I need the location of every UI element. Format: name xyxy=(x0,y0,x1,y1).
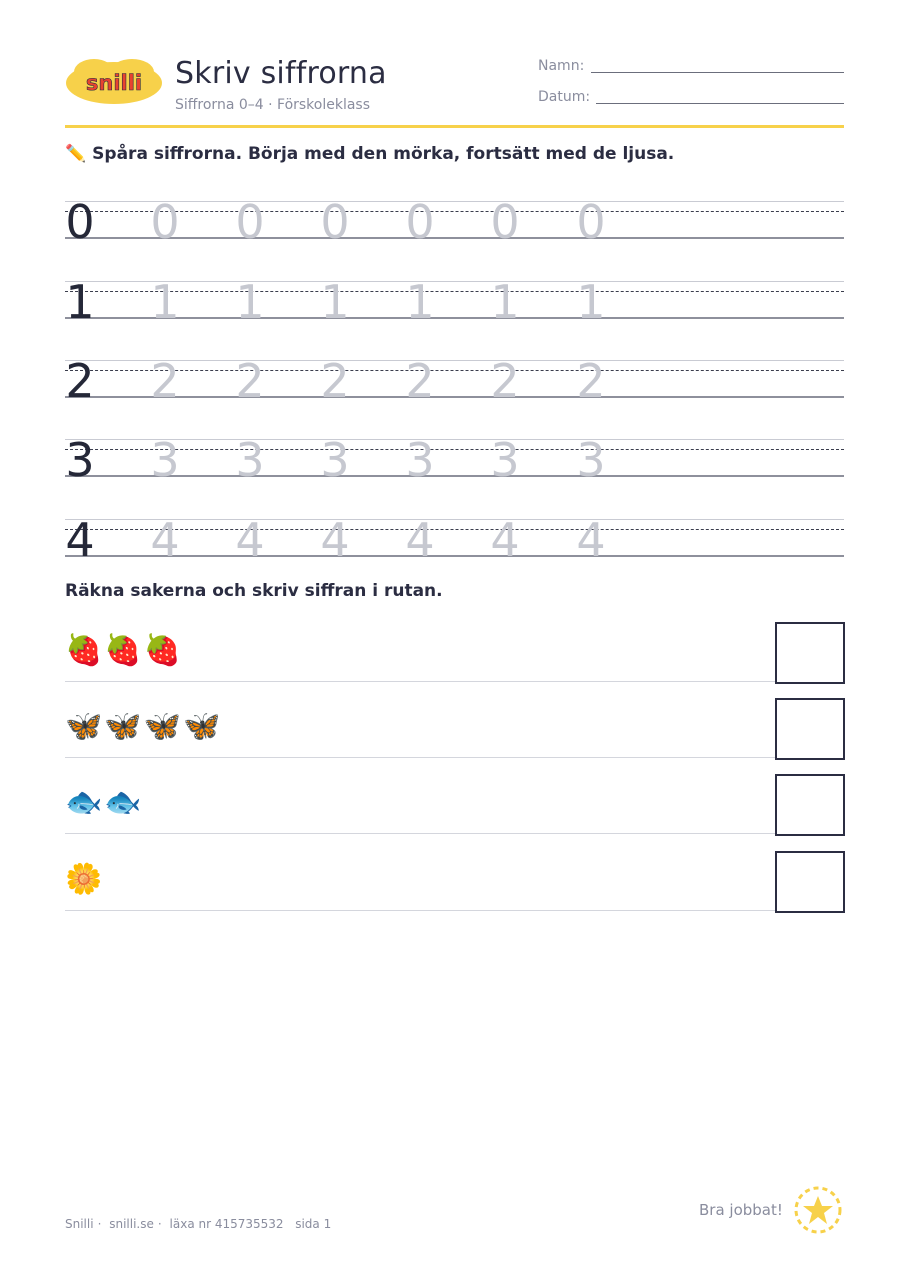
count-row xyxy=(65,698,845,758)
footer-sep: · xyxy=(157,1217,162,1231)
trace-digit: 4 xyxy=(235,513,265,567)
trace-digit: 2 xyxy=(405,354,435,408)
trace-digit: 4 xyxy=(320,513,350,567)
count-row xyxy=(65,851,845,911)
footer-brand: Snilli xyxy=(65,1217,94,1231)
name-label: Namn: xyxy=(538,58,585,74)
date-field[interactable] xyxy=(596,103,844,104)
svg-text:snilli: snilli xyxy=(85,71,143,95)
butterfly-icon: 🦋🦋🦋🦋 xyxy=(65,709,223,744)
praise-text: Bra jobbat! xyxy=(699,1201,783,1219)
trace-digit: 0 xyxy=(490,195,520,249)
page-subtitle: Siffrorna 0–4 · Förskoleklass xyxy=(175,97,371,113)
trace-row[interactable] xyxy=(65,354,844,420)
trace-digit: 3 xyxy=(405,433,435,487)
trace-row[interactable] xyxy=(65,275,844,341)
trace-digit: 2 xyxy=(490,354,520,408)
footer-page: sida 1 xyxy=(295,1217,332,1231)
answer-box[interactable] xyxy=(775,622,845,684)
trace-digit: 3 xyxy=(235,433,265,487)
strawberry-icon: 🍓🍓🍓 xyxy=(65,633,184,668)
row-divider xyxy=(65,910,775,911)
trace-digit: 0 xyxy=(405,195,435,249)
fish-icon: 🐟🐟 xyxy=(65,785,144,820)
pencil-icon: ✏️ xyxy=(65,144,87,164)
trace-digit: 4 xyxy=(150,513,180,567)
trace-digit: 4 xyxy=(405,513,435,567)
trace-digit: 1 xyxy=(405,275,435,329)
flower-icon: 🌼 xyxy=(65,862,105,897)
trace-digit: 0 xyxy=(576,195,606,249)
trace-digit: 3 xyxy=(576,433,606,487)
answer-box[interactable] xyxy=(775,851,845,913)
trace-digit: 3 xyxy=(490,433,520,487)
trace-digit: 2 xyxy=(235,354,265,408)
tracing-instruction xyxy=(65,144,674,164)
answer-box[interactable] xyxy=(775,698,845,760)
trace-digit: 2 xyxy=(150,354,180,408)
tracing-instruction-text: Spåra siffrorna. Börja med den mörka, fortsätt med de ljusa. xyxy=(92,144,675,164)
trace-digit: 4 xyxy=(576,513,606,567)
footer-sep: · xyxy=(97,1217,102,1231)
trace-digit: 2 xyxy=(320,354,350,408)
trace-digit: 2 xyxy=(576,354,606,408)
trace-digit: 0 xyxy=(150,195,180,249)
snilli-logo xyxy=(64,56,164,108)
footer-site: snilli.se xyxy=(109,1217,154,1231)
model-digit: 3 xyxy=(65,433,95,487)
count-row xyxy=(65,774,845,834)
trace-row[interactable] xyxy=(65,195,844,261)
footer xyxy=(65,1217,335,1231)
page-title: Skriv siffrorna xyxy=(175,56,387,91)
trace-digit: 1 xyxy=(490,275,520,329)
trace-digit: 1 xyxy=(320,275,350,329)
trace-digit: 4 xyxy=(490,513,520,567)
model-digit: 4 xyxy=(65,513,95,567)
row-divider xyxy=(65,757,775,758)
star-icon xyxy=(793,1185,843,1235)
trace-digit: 3 xyxy=(320,433,350,487)
trace-digit: 1 xyxy=(576,275,606,329)
count-row xyxy=(65,622,845,682)
trace-digit: 1 xyxy=(150,275,180,329)
name-field[interactable] xyxy=(591,72,844,73)
row-divider xyxy=(65,681,775,682)
trace-row[interactable] xyxy=(65,513,844,579)
date-label: Datum: xyxy=(538,89,591,105)
trace-row[interactable] xyxy=(65,433,844,499)
answer-box[interactable] xyxy=(775,774,845,836)
counting-instruction: Räkna sakerna och skriv siffran i rutan. xyxy=(65,581,443,601)
footer-homework: läxa nr 415735532 xyxy=(169,1217,284,1231)
trace-digit: 1 xyxy=(235,275,265,329)
model-digit: 0 xyxy=(65,195,95,249)
row-divider xyxy=(65,833,775,834)
trace-digit: 3 xyxy=(150,433,180,487)
header-divider xyxy=(65,125,844,128)
trace-digit: 0 xyxy=(320,195,350,249)
model-digit: 1 xyxy=(65,275,95,329)
model-digit: 2 xyxy=(65,354,95,408)
trace-digit: 0 xyxy=(235,195,265,249)
